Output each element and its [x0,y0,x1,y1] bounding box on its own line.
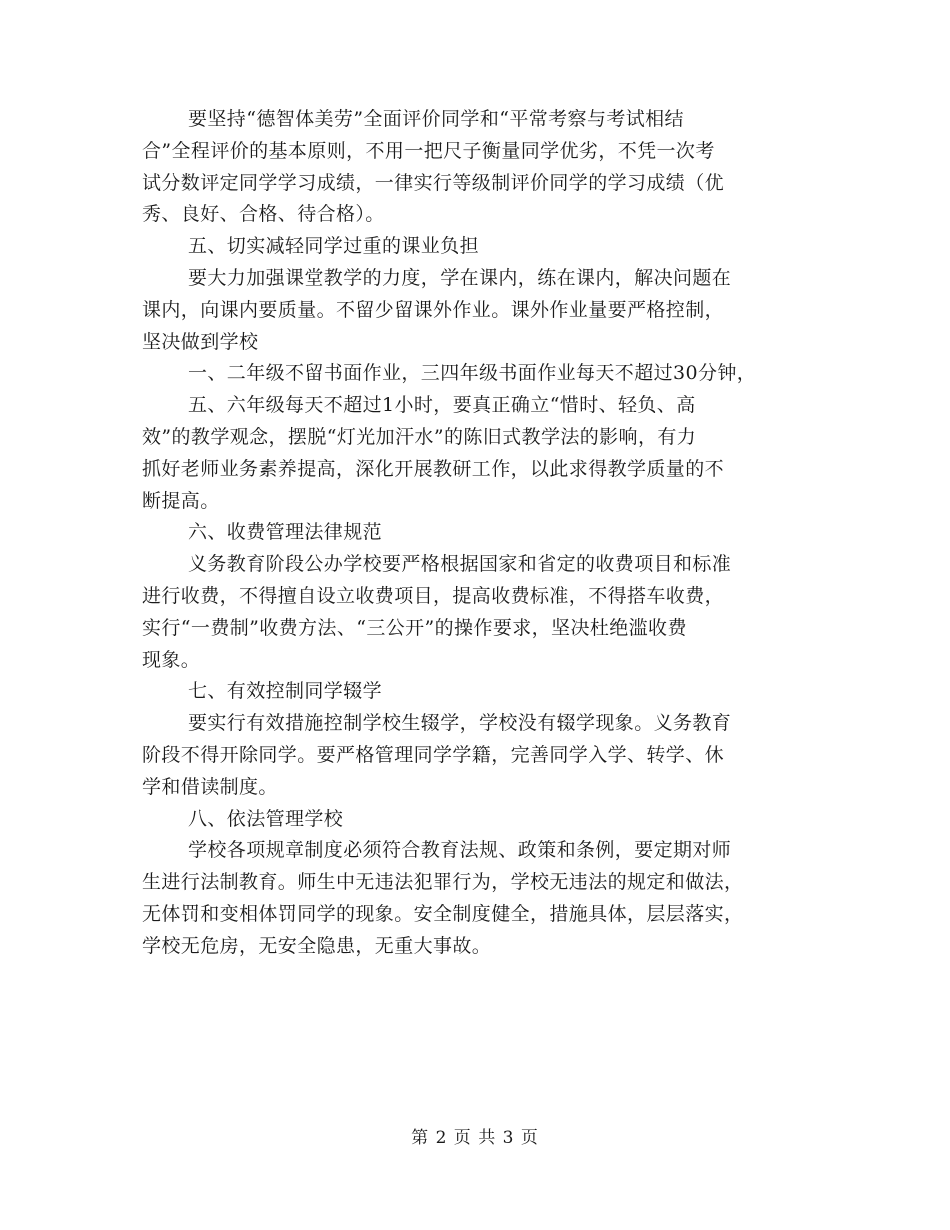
text-line: 无体罚和变相体罚同学的现象。安全制度健全，措施具体，层层落实， [142,902,744,925]
text-line: 秀、良好、合格、待合格）。 [142,203,385,226]
text-line: 坚决做到学校 [142,330,259,353]
text-line: 学和借读制度。 [142,775,278,798]
text-line: 现象。 [142,648,201,671]
text-line: 试分数评定同学学习成绩，一律实行等级制评价同学的学习成绩（优 [142,171,725,194]
text-line: 合”全程评价的基本原则，不用一把尺子衡量同学优劣，不凭一次考 [142,139,715,162]
section-heading: 七、有效控制同学辍学 [188,680,383,703]
page-number-footer: 第 2 页 共 3 页 [411,1128,539,1148]
text-line: 要大力加强课堂教学的力度，学在课内，练在课内，解决问题在 [188,266,732,289]
text-line: 要坚持“德智体美劳”全面评价同学和“平常考察与考试相结 [188,108,684,130]
text-line: 学校各项规章制度必须符合教育法规、政策和条例，要定期对师 [188,839,732,862]
text-line: 阶段不得开除同学。要严格管理同学学籍，完善同学入学、转学、休 [142,743,725,766]
text-line: 抓好老师业务素养提高，深化开展教研工作，以此求得教学质量的不 [142,457,725,480]
text-line: 学校无危房，无安全隐患，无重大事故。 [142,934,492,957]
text-line: 效”的教学观念，摆脱“灯光加汗水”的陈旧式教学法的影响，有力 [142,425,697,448]
document-body [142,104,802,963]
section-heading: 六、收费管理法律规范 [188,521,383,544]
text-line: 实行“一费制”收费方法、“三公开”的操作要求，坚决杜绝滥收费 [142,616,687,639]
text-line: 进行收费，不得擅自设立收费项目，提高收费标准，不得搭车收费， [142,584,725,607]
text-line: 义务教育阶段公办学校要严格根据国家和省定的收费项目和标准 [188,553,732,576]
text-line: 五、六年级每天不超过1小时，要真正确立“惜时、轻负、高 [188,394,696,417]
section-heading: 五、切实减轻同学过重的课业负担 [188,235,480,258]
text-line: 要实行有效措施控制学校生辍学，学校没有辍学现象。义务教育 [188,712,732,735]
text-line: 一、二年级不留书面作业，三四年级书面作业每天不超过30分钟， [188,362,757,385]
text-line: 断提高。 [142,489,220,512]
section-heading: 八、依法管理学校 [188,807,344,830]
text-line: 课内，向课内要质量。不留少留课外作业。课外作业量要严格控制， [142,298,725,321]
text-line: 生进行法制教育。师生中无违法犯罪行为，学校无违法的规定和做法， [142,871,744,894]
